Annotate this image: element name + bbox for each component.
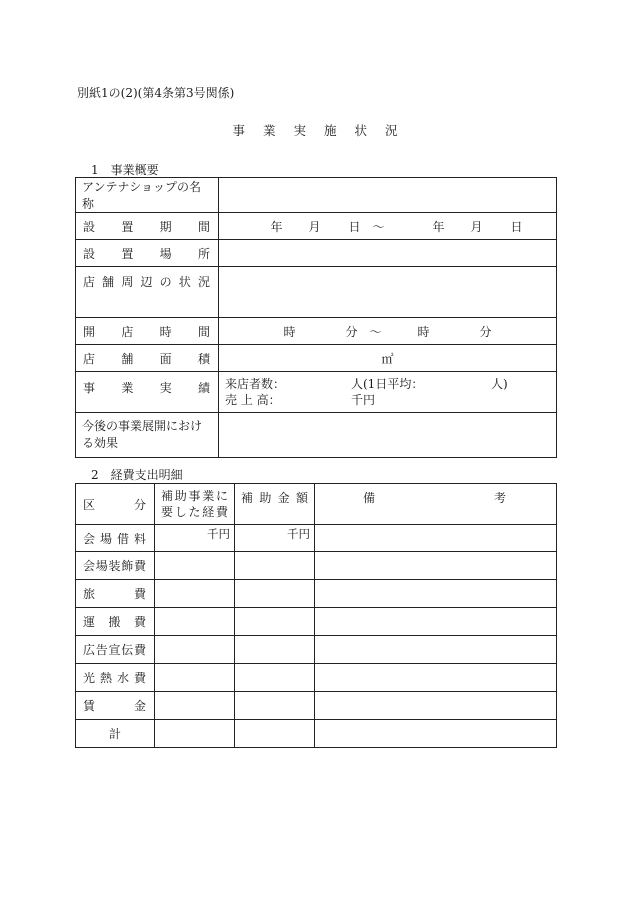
section-2-heading: 2 経費支出明細	[91, 468, 183, 482]
label-char: 舗	[121, 351, 134, 366]
label-char: 店	[83, 351, 96, 366]
table-row	[76, 178, 557, 213]
visitors-close: 人)	[491, 377, 508, 391]
title-char: 状	[354, 123, 368, 138]
table-row	[76, 413, 557, 458]
year-char: 年	[432, 219, 445, 234]
surroundings-value[interactable]	[219, 267, 557, 318]
label-char: 間	[197, 219, 210, 234]
table-header-row	[76, 484, 557, 525]
subsidy-amount-cell[interactable]	[235, 636, 315, 664]
table-row	[76, 692, 557, 720]
subsidy-amount-cell[interactable]	[235, 608, 315, 636]
remarks-cell[interactable]	[315, 580, 557, 608]
place-label	[76, 240, 219, 267]
place-value[interactable]	[219, 240, 557, 267]
period-label	[76, 213, 219, 240]
results-label	[76, 372, 219, 413]
document-title	[0, 121, 630, 139]
header-char: 考	[493, 491, 506, 505]
title-char: 施	[324, 123, 337, 138]
header-char: 助	[259, 491, 272, 505]
year-char: 年	[270, 219, 283, 234]
label-char: 周	[121, 275, 134, 289]
effect-value[interactable]	[219, 413, 557, 458]
subsidized-cost-cell[interactable]	[155, 692, 235, 720]
tilde-char: ～	[372, 219, 385, 234]
subsidized-cost-header: 補助事業に要した経費	[155, 484, 235, 525]
subsidized-cost-cell[interactable]	[155, 552, 235, 580]
label-char: 時	[159, 324, 172, 339]
label-char: 期	[159, 219, 172, 234]
area-value[interactable]	[219, 345, 557, 372]
label-char: 水	[116, 671, 129, 685]
label-char: 費	[133, 615, 146, 629]
table-row	[76, 580, 557, 608]
visitors-line	[225, 376, 550, 392]
label-char: 費	[133, 643, 146, 657]
label-char: の	[159, 275, 172, 289]
table-row	[76, 552, 557, 580]
label-char: 辺	[140, 275, 153, 289]
remarks-cell[interactable]	[315, 664, 557, 692]
label-char: 店	[83, 275, 96, 289]
subsidy-amount-cell[interactable]	[235, 692, 315, 720]
hours-label	[76, 318, 219, 345]
hours-value[interactable]	[219, 318, 557, 345]
label-char: 広	[83, 643, 96, 657]
business-overview-table	[75, 177, 557, 458]
label-char: 旅	[83, 587, 96, 601]
label-char: 搬	[108, 615, 121, 629]
hour-char: 時	[417, 324, 430, 339]
subsidy-amount-header	[235, 484, 315, 525]
table-row	[76, 267, 557, 318]
title-char: 況	[385, 123, 398, 138]
minute-char: 分	[479, 324, 492, 339]
label-char: 場	[95, 559, 108, 573]
label-char: 装	[108, 559, 121, 573]
subsidy-amount-cell[interactable]	[235, 664, 315, 692]
area-unit: ㎡	[381, 351, 394, 366]
subsidy-amount-cell[interactable]	[235, 580, 315, 608]
remarks-cell[interactable]	[315, 552, 557, 580]
label-char: 会	[83, 559, 96, 573]
total-row	[76, 720, 557, 748]
header-char: 分	[133, 497, 146, 512]
label-char: 場	[159, 246, 172, 261]
table-row	[76, 525, 557, 552]
label-char: 費	[133, 559, 146, 573]
subsidy-amount-cell[interactable]	[235, 525, 315, 552]
expense-table	[75, 483, 557, 748]
label-char: 設	[83, 246, 96, 261]
header-char: 備	[363, 491, 376, 505]
category-cell	[76, 580, 155, 608]
title-char: 業	[262, 123, 276, 138]
minute-char: 分	[345, 324, 358, 339]
label-char: 宣	[108, 643, 121, 657]
results-value[interactable]	[219, 372, 557, 413]
subsidized-cost-cell[interactable]	[155, 580, 235, 608]
subsidy-amount-cell[interactable]	[235, 552, 315, 580]
label-char: 料	[133, 531, 146, 546]
label-char: 光	[83, 671, 96, 685]
label-char: 店	[121, 324, 134, 339]
category-cell	[76, 636, 155, 664]
remarks-cell[interactable]	[315, 525, 557, 552]
label-char: 設	[83, 219, 96, 234]
subsidized-cost-cell[interactable]	[155, 636, 235, 664]
month-char: 月	[308, 219, 321, 234]
visitors-unit: 人(1日平均：	[351, 377, 424, 391]
sales-line	[225, 392, 550, 408]
shop-name-label: アンテナショップの名称	[76, 178, 219, 213]
visitors-label: 来店者数：	[225, 377, 286, 391]
remarks-header	[315, 484, 557, 525]
subsidy-amount-total[interactable]	[235, 720, 315, 748]
sales-label: 売 上 高：	[225, 393, 281, 407]
category-cell	[76, 552, 155, 580]
title-char: 事	[232, 123, 245, 138]
tilde-char: ～	[369, 324, 382, 339]
label-char: 運	[83, 615, 96, 629]
label-char: 置	[121, 219, 134, 234]
remarks-cell[interactable]	[315, 608, 557, 636]
label-char: 金	[133, 699, 146, 713]
label-char: 舗	[102, 275, 115, 289]
title-char: 実	[293, 123, 306, 138]
table-row	[76, 345, 557, 372]
category-cell	[76, 692, 155, 720]
category-cell	[76, 608, 155, 636]
table-row	[76, 240, 557, 267]
shop-name-value[interactable]	[219, 178, 557, 213]
day-char: 日	[348, 219, 361, 234]
label-char: 積	[197, 351, 210, 366]
effect-label: 今後の事業展開における効果	[76, 413, 219, 458]
label-char: 実	[159, 380, 172, 395]
label-char: 伝	[121, 643, 134, 657]
hour-char: 時	[283, 324, 296, 339]
label-char: 置	[121, 246, 134, 261]
label-char: 面	[159, 351, 172, 366]
remarks-cell[interactable]	[315, 692, 557, 720]
unit-label: 千円	[207, 527, 230, 541]
label-char: 間	[197, 324, 210, 339]
table-row	[76, 608, 557, 636]
subsidized-cost-total[interactable]	[155, 720, 235, 748]
surroundings-label	[76, 267, 219, 318]
area-label	[76, 345, 219, 372]
category-cell	[76, 664, 155, 692]
remarks-cell[interactable]	[315, 636, 557, 664]
table-row	[76, 664, 557, 692]
sales-unit: 千円	[351, 393, 376, 407]
section-1-heading: 1 事業概要	[91, 163, 159, 177]
label-char: 所	[197, 246, 210, 261]
unit-label: 千円	[287, 527, 310, 541]
label-char: 告	[95, 643, 108, 657]
remarks-cell[interactable]	[315, 720, 557, 748]
category-header	[76, 484, 155, 525]
total-label: 計	[76, 720, 155, 748]
subsidized-cost-cell[interactable]	[155, 608, 235, 636]
subsidized-cost-cell[interactable]	[155, 525, 235, 552]
label-char: 業	[121, 380, 134, 395]
label-char: 熱	[99, 671, 112, 685]
label-char: 況	[197, 275, 210, 289]
label-char: 賃	[83, 699, 96, 713]
label-char: 費	[133, 587, 146, 601]
period-value[interactable]	[219, 213, 557, 240]
header-char: 区	[83, 497, 96, 512]
label-char: 事	[83, 380, 96, 395]
label-char: 績	[197, 380, 210, 395]
label-char: 状	[178, 275, 191, 289]
day-char: 日	[510, 219, 523, 234]
category-cell	[76, 525, 155, 552]
label-char: 飾	[121, 559, 134, 573]
subsidized-cost-cell[interactable]	[155, 664, 235, 692]
table-row	[76, 636, 557, 664]
label-char: 開	[83, 324, 96, 339]
label-char: 会	[83, 531, 96, 546]
form-label: 別紙1の(2)(第4条第3号関係)	[77, 86, 235, 100]
table-row	[76, 318, 557, 345]
month-char: 月	[470, 219, 483, 234]
table-row	[76, 372, 557, 413]
label-char: 場	[99, 531, 112, 546]
table-row	[76, 213, 557, 240]
label-char: 借	[116, 531, 129, 546]
header-char: 金	[277, 491, 290, 505]
header-char: 補	[241, 491, 254, 505]
label-char: 費	[133, 671, 146, 685]
header-char: 額	[295, 491, 308, 505]
